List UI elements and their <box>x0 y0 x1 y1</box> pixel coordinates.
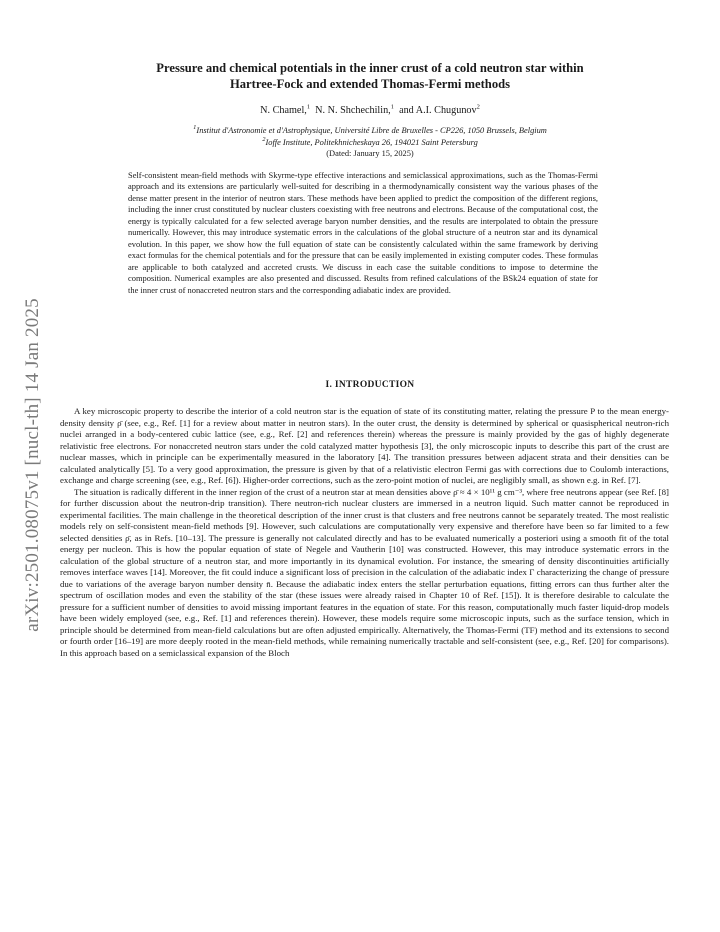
body-text <box>60 406 669 659</box>
arxiv-sidebar <box>22 255 44 675</box>
title-line-2: Hartree-Fock and extended Thomas-Fermi methods <box>229 77 511 91</box>
author-3: and A.I. Chugunov$^2$ <box>399 103 480 116</box>
affiliations <box>70 125 670 160</box>
author-1: N. Chamel,$^1$ <box>260 103 311 116</box>
dated-line: (Dated: January 15, 2025) <box>326 149 414 158</box>
author-list <box>70 105 670 116</box>
paper-title <box>70 60 670 92</box>
affiliation-2: $^2$Ioffe Institute, Politekhnicheskaya 26, 194021 Saint Petersburg <box>262 135 478 147</box>
section-heading-introduction: I. INTRODUCTION <box>325 380 415 390</box>
paragraph-2: The situation is radically different in the inner region of the crust of a neutron star at mean densities above ρ̄ ≈ 4 × 10¹¹ g cm⁻³, where free neutrons appear (see Ref. [8] for further discussion about the neutron-drip transition). There neutron-rich nuclear clusters are immersed in a neutron liquid. Such matter cannot be reproduced in experimental facilities. The main challenge in the theoretical description of the inner crust is that clusters and free neutrons cannot be separately treated. The most realistic models rely on self-consistent mean-field methods [9]. However, such calculations are computationally very expensive and therefore have been so far limited to a few selected densities ρ̄, as in Refs. [10–13]. The pressure is generally not calculated directly and has to be evaluated numerically a posteriori using a smooth fit of the total energy per nucleon. This is how the popular equation of state of Negele and Vautherin [10] was constructed. However, this may introduce systematic errors in the calculation of the global structure of a neutron star, and more importantly in its dynamical evolution. For instance, the smearing of density discontinuities artificially removes interface waves [14]. Moreover, the fit could induce a significant loss of precision in the calculation of the adiabatic index Γ characterizing the change of pressure due to variations of the average baryon number density n̄. Because the adiabatic index enters the stellar perturbation equations, fitting errors can thus further alter the spectrum of oscillation modes and even the stability of the star (these issues were already raised in Chapter 10 of Ref. [15]). It is therefore desirable to calculate the pressure for a sufficient number of densities to avoid missing important features in the equation of state. For this reason, computationally much faster liquid-drop models have been widely employed (see, e.g., Ref. [1] and references therein). However, these models require some microscopic inputs, such as the surface tension, which in principle should be determined from mean-field calculations but are often adjusted empirically. Alternatively, the Thomas-Fermi (TF) method and its extensions to second or fourth order [16–19] are more deeply rooted in the mean-field methods, while remaining numerically tractable and self-consistent (see, e.g., Ref. [20] for comparisons). In this approach based on a semiclassical expansion of the Bloch <box>60 486 669 658</box>
affiliation-1: $^1$Institut d'Astronomie et d'Astrophysique, Université Libre de Bruxelles - CP226, 1050 Brussels, Belgium <box>193 124 547 135</box>
arxiv-identifier: arXiv:2501.08075v1 [nucl-th] 14 Jan 2025 <box>22 298 43 632</box>
paragraph-1: A key microscopic property to describe the interior of a cold neutron star is the equation of state of its constituting matter, relating the pressure P to the mean energy-density density ρ̄ (see, e.g., Ref. [1] for a review about matter in neutron stars). In the outer crust, the density is determined by spherical or quasispherical neutron-rich nuclei arranged in a body-centered cubic lattice (see, e.g., Ref. [2] and references therein) whereas the pressure is mainly provided by the gas of highly degenerate relativistic free electrons. For nonaccreted neutron stars under the cold catalyzed matter hypothesis [3], the only microscopic inputs to describe this part of the crust are nuclear masses, which in principle can be experimentally measured in the laboratory [4]. The transition pressures between adjacent strata and their densities can be calculated analytically [5]. To a very good approximation, the pressure is given by that of a relativistic electron Fermi gas with corrections due to Coulomb interactions, exchange and charge screening (see, e.g., Ref. [6]). Higher-order corrections, such as the zero-point motion of nuclei, are negligibly small, as shown e.g. in Ref. [7]. <box>60 406 669 485</box>
title-line-1: Pressure and chemical potentials in the inner crust of a cold neutron star within <box>156 61 584 75</box>
author-2: N. N. Shchechilin,$^1$ <box>315 103 394 116</box>
abstract: Self-consistent mean-field methods with Skyrme-type effective interactions and semiclassical approximations, such as the Thomas-Fermi approach and its extensions are particularly well-suited for describing in a thermodynamically consistent way the various phases of the dense matter present in the interior of neutron stars. These methods have been applied to predict the composition of the different regions, including the inner crust constituted by nuclear clusters coexisting with free neutrons and electrons. Because of the computational cost, the energy is typically calculated for a few selected average baryon number densities, and the results are interpolated to obtain the pressure numerically. However, this may introduce systematic errors in the calculations of the global structure of a neutron star and its dynamical evolution. In this paper, we show how the full equation of state can be consistently calculated within the same framework by deriving exact formulas for the chemical potentials and for the pressure that can be easily implemented in existing computer codes. These formulas are applicable to both catalyzed and accreted crusts. We discuss in each case the suitable conditions to impose to determine the composition. Numerical examples are also presented and discussed. Results from refined calculations of the BSk24 equation of state for the inner crust of nonaccreted neutron stars and the corresponding adiabatic index are provided. <box>128 170 598 295</box>
